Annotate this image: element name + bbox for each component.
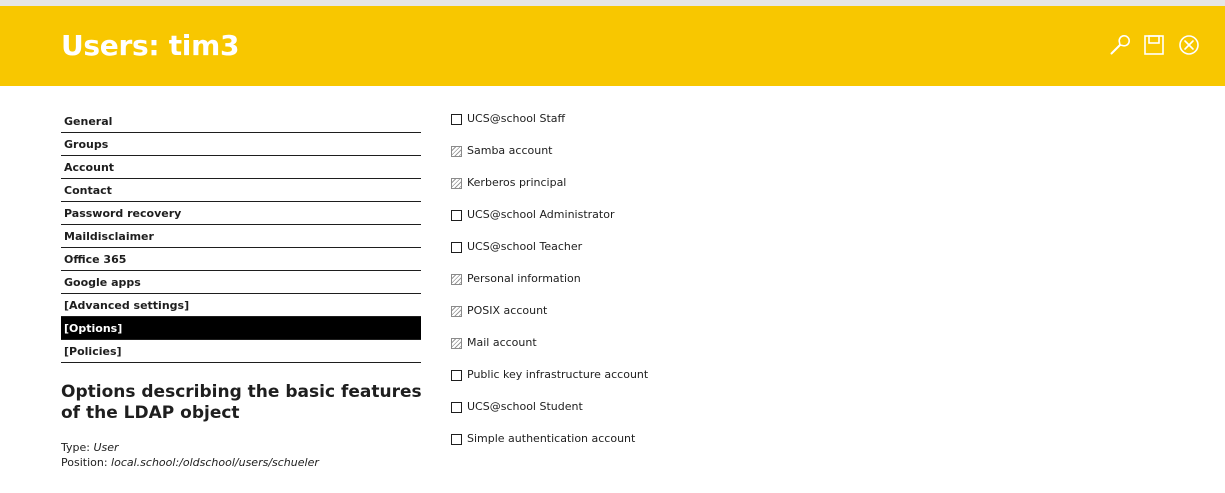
nav-item-password-recovery[interactable]: Password recovery <box>61 202 421 225</box>
option-checkbox[interactable] <box>451 210 462 221</box>
object-meta <box>61 440 319 470</box>
object-type-line <box>61 440 319 455</box>
option-label: Kerberos principal <box>467 176 567 189</box>
section-description-title: Options describing the basic features of the LDAP object <box>61 382 422 423</box>
option-ucsschool-administrator <box>451 206 648 238</box>
option-label: Samba account <box>467 144 553 157</box>
nav-item-policies[interactable]: [Policies] <box>61 340 421 363</box>
close-icon <box>1178 34 1200 56</box>
option-ucsschool-student <box>451 398 648 430</box>
object-position-value: local.school:/oldschool/users/schueler <box>111 456 319 469</box>
nav-item-contact[interactable]: Contact <box>61 179 421 202</box>
option-mail-account <box>451 334 648 366</box>
option-checkbox[interactable] <box>451 338 462 349</box>
option-personal-information <box>451 270 648 302</box>
object-position-label: Position: <box>61 456 108 469</box>
option-checkbox[interactable] <box>451 306 462 317</box>
page-title: Users: tim3 <box>61 29 240 62</box>
object-type-label: Type: <box>61 441 90 454</box>
close-button[interactable] <box>1178 34 1200 56</box>
nav-item-google-apps[interactable]: Google apps <box>61 271 421 294</box>
nav-item-options[interactable]: [Options] <box>61 317 421 340</box>
option-checkbox[interactable] <box>451 434 462 445</box>
wrench-button[interactable] <box>1109 34 1131 56</box>
option-checkbox[interactable] <box>451 274 462 285</box>
option-ucsschool-teacher <box>451 238 648 270</box>
option-kerberos-principal <box>451 174 648 206</box>
option-label: UCS@school Student <box>467 400 583 413</box>
options-list <box>451 110 648 462</box>
option-label: UCS@school Teacher <box>467 240 583 253</box>
object-type-value: User <box>93 441 119 454</box>
object-position-line <box>61 455 319 470</box>
option-label: Personal information <box>467 272 581 285</box>
option-checkbox[interactable] <box>451 146 462 157</box>
option-label: Simple authentication account <box>467 432 636 445</box>
option-label: POSIX account <box>467 304 548 317</box>
option-checkbox[interactable] <box>451 242 462 253</box>
nav-item-maildisclaimer[interactable]: Maildisclaimer <box>61 225 421 248</box>
wrench-icon <box>1109 34 1131 56</box>
option-pki-account <box>451 366 648 398</box>
nav-item-advanced-settings[interactable]: [Advanced settings] <box>61 294 421 317</box>
save-button[interactable] <box>1143 34 1165 56</box>
option-samba-account <box>451 142 648 174</box>
nav-item-groups[interactable]: Groups <box>61 133 421 156</box>
option-checkbox[interactable] <box>451 178 462 189</box>
option-label: Mail account <box>467 336 537 349</box>
nav-item-office-365[interactable]: Office 365 <box>61 248 421 271</box>
option-label: UCS@school Staff <box>467 112 566 125</box>
nav-item-general[interactable]: General <box>61 110 421 133</box>
save-icon <box>1143 34 1165 56</box>
option-label: Public key infrastructure account <box>467 368 649 381</box>
nav-item-account[interactable]: Account <box>61 156 421 179</box>
option-posix-account <box>451 302 648 334</box>
option-label: UCS@school Administrator <box>467 208 615 221</box>
section-navigation <box>61 110 421 363</box>
option-ucsschool-staff <box>451 110 648 142</box>
option-checkbox[interactable] <box>451 114 462 125</box>
option-checkbox[interactable] <box>451 370 462 381</box>
page-header <box>0 6 1225 86</box>
option-checkbox[interactable] <box>451 402 462 413</box>
option-simple-auth-account <box>451 430 648 462</box>
